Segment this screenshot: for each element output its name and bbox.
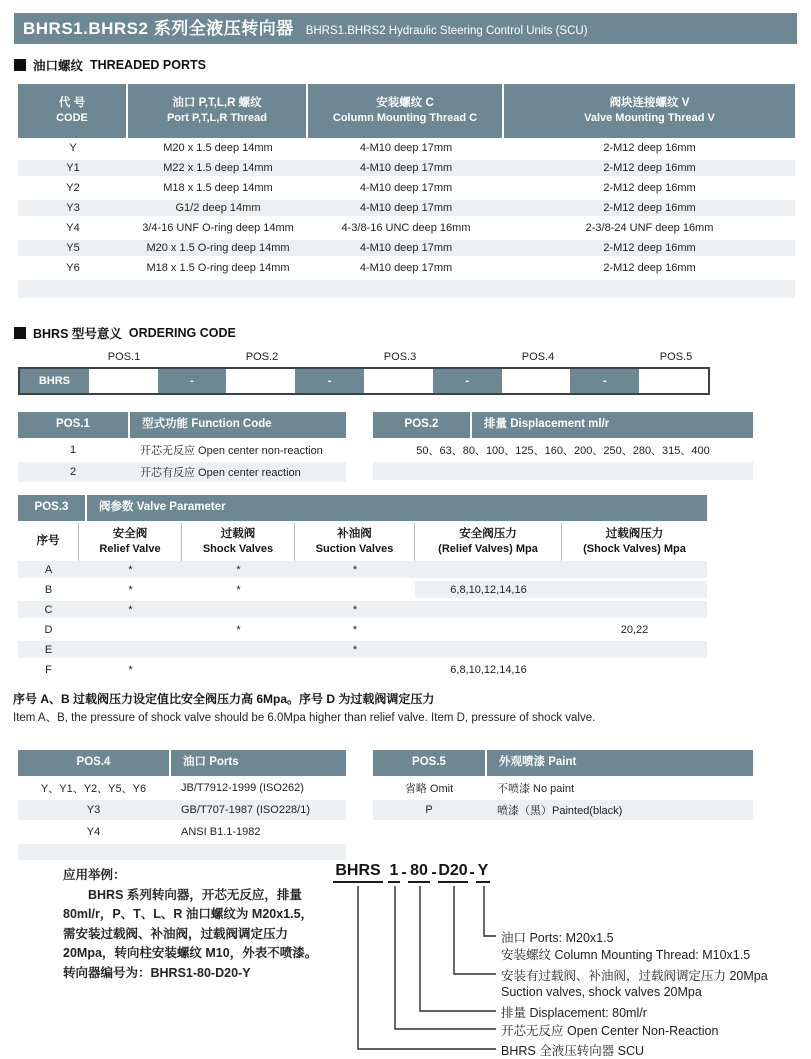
threaded-ports-heading xyxy=(14,56,206,74)
pos2-header xyxy=(373,412,753,438)
pos3-label: POS.3 xyxy=(383,351,417,363)
code-blank-cell xyxy=(502,369,571,393)
code-segment: Y xyxy=(476,862,490,883)
pos4-table xyxy=(18,750,346,862)
table-row: F * 6,8,10,12,14,16 xyxy=(45,663,527,676)
pos1-header-cell: 型式功能 Function Code xyxy=(130,412,346,438)
threaded-ports-heading-en: THREADED PORTS xyxy=(90,58,206,72)
code-dash: - xyxy=(431,864,437,881)
ordering-heading-cn: BHRS 型号意义 xyxy=(33,327,122,341)
table-row: Y M20 x 1.5 deep 14mm 4-M10 deep 17mm 2-M12 deep 16mm xyxy=(69,142,696,154)
column-header: 安装螺纹 C Column Mounting Thread C xyxy=(308,84,502,138)
code-dash: - xyxy=(469,864,475,881)
pos3-table xyxy=(18,495,707,681)
pos5-label: POS.5 xyxy=(659,351,693,363)
example-code xyxy=(333,861,490,883)
diagram-label: 排量 Displacement: 80ml/r xyxy=(501,1006,647,1020)
code-segment: BHRS xyxy=(333,862,383,883)
diagram-label: 安装有过载阀、补油阀，过载阀调定压力 20Mpa xyxy=(501,969,768,983)
section-bullet-icon xyxy=(14,327,26,339)
code-blank-cell xyxy=(364,369,433,393)
table-row: 2 开芯有反应 Open center reaction xyxy=(18,462,346,482)
page-title-en: BHRS1.BHRS2 Hydraulic Steering Control Units (SCU) xyxy=(305,25,588,37)
example-heading: 应用举例： xyxy=(63,868,126,882)
diagram-label: 安装螺纹 Column Mounting Thread: M10x1.5 xyxy=(501,948,751,962)
column-header: 补油阀 Suction Valves xyxy=(295,523,415,561)
code-separator-cell: - xyxy=(433,369,502,393)
threaded-ports-heading-cn: 油口螺纹 xyxy=(33,59,84,73)
table-row: E * xyxy=(18,641,707,658)
pos3-header-cell: 阀参数 Valve Parameter xyxy=(87,495,707,521)
column-header: 安全阀压力 (Relief Valves) Mpa xyxy=(415,523,562,561)
pos2-table xyxy=(373,412,753,482)
pos1-label: POS.1 xyxy=(107,351,141,363)
example-line: 20Mpa，转向柱安装螺纹 M10，外表不喷漆。 xyxy=(63,946,318,960)
code-segment: 1 xyxy=(388,862,400,883)
column-header: 安全阀 Relief Valve xyxy=(79,523,182,561)
pos5-title-cell: POS.5 xyxy=(373,750,485,776)
example-line: 80ml/r，P、T、L、R 油口螺纹为 M20x1.5， xyxy=(63,907,314,921)
ordering-heading-en: ORDERING CODE xyxy=(128,326,236,340)
table-row: Y3 G1/2 deep 14mm 4-M10 deep 17mm 2-M12 deep 16mm xyxy=(18,200,795,216)
diagram-label: Suction valves, shock valves 20Mpa xyxy=(501,985,702,999)
diagram-label: BHRS 全液压转向器 SCU xyxy=(501,1044,645,1058)
table-row: Y4 ANSI B1.1-1982 xyxy=(86,826,261,838)
pos1-title-cell: POS.1 xyxy=(18,412,128,438)
code-prefix-cell: BHRS xyxy=(20,369,89,393)
pos3-note-cn: 序号 A、B 过载阀压力设定值比安全阀压力高 6Mpa。序号 D 为过载阀调定压力 xyxy=(13,692,435,706)
diagram-label: 开芯无反应 Open Center Non-Reaction xyxy=(501,1024,719,1038)
example-line: BHRS 系列转向器，开芯无反应，排量 xyxy=(88,887,302,902)
pos5-header xyxy=(373,750,753,776)
pos3-header xyxy=(18,495,707,521)
column-header: 阀块连接螺纹 V Valve Mounting Thread V xyxy=(504,84,795,138)
table-row: Y、Y1、Y2、Y5、Y6 JB/T7912-1999 (ISO262) xyxy=(40,782,304,795)
example-line: 需安装过载阀、补油阀，过载阀调定压力 xyxy=(63,926,289,941)
table-row xyxy=(373,440,753,460)
code-blank-cell xyxy=(639,369,708,393)
column-header: 代 号 CODE xyxy=(18,84,126,138)
code-separator-cell: - xyxy=(295,369,364,393)
table-row: B * * 6,8,10,12,14,16 xyxy=(18,581,707,598)
table-row: Y4 3/4-16 UNF O-ring deep 14mm 4-3/8-16 UNC deep 16mm 2-3/8-24 UNF deep 16mm xyxy=(66,222,714,234)
table-row: C * * xyxy=(18,601,707,618)
pos2-values: 50、63、80、100、125、160、200、250、280、315、400 xyxy=(416,445,710,457)
code-breakdown-diagram xyxy=(333,861,811,1059)
pos5-table xyxy=(373,750,753,822)
pos3-note-en: Item A、B, the pressure of shock valve should be 6.0Mpa higher than relief valve. Item D, pressure of shock valve. xyxy=(13,712,596,724)
table-row: Y3 GB/T707-1987 (ISO228/1) xyxy=(18,800,346,820)
example-line: 转向器编号为：BHRS1-80-D20-Y xyxy=(63,965,251,980)
code-dash: - xyxy=(401,864,407,881)
pos5-header-cell: 外观喷漆 Paint xyxy=(487,750,753,776)
table-row: Y6 M18 x 1.5 O-ring deep 14mm 4-M10 deep 17mm 2-M12 deep 16mm xyxy=(66,262,696,274)
code-segment: D20 xyxy=(438,862,468,883)
page-title-bar xyxy=(14,13,797,44)
empty-row xyxy=(373,462,753,480)
section-bullet-icon xyxy=(14,59,26,71)
pos3-title-cell: POS.3 xyxy=(18,495,85,521)
column-header: 过载阀 Shock Valves xyxy=(182,523,295,561)
table-row: 省略 Omit 不喷漆 No paint xyxy=(404,783,575,795)
code-separator-cell: - xyxy=(570,369,639,393)
pos4-header xyxy=(18,750,346,776)
pos2-header-cell: 排量 Displacement ml/r xyxy=(472,412,753,438)
pos1-header xyxy=(18,412,346,438)
pos1-table xyxy=(18,412,346,484)
empty-row xyxy=(18,280,795,298)
table-row: D * * 20,22 xyxy=(44,623,649,636)
empty-row xyxy=(18,844,346,860)
threaded-ports-table-header xyxy=(18,84,795,138)
code-blank-cell xyxy=(89,369,158,393)
column-header: 过载阀压力 (Shock Valves) Mpa xyxy=(583,527,686,556)
diagram-label: 油口 Ports: M20x1.5 xyxy=(501,931,614,945)
page-title-cn: BHRS1.BHRS2 系列全液压转向器 xyxy=(23,19,294,38)
table-row: 1 开芯无反应 Open center non-reaction xyxy=(69,444,323,457)
table-row: P 喷漆（黑）Painted(black) xyxy=(373,800,753,820)
pos-labels-row xyxy=(18,351,710,365)
pos4-label: POS.4 xyxy=(521,351,555,363)
ordering-code-heading xyxy=(14,324,236,342)
ordering-code-bar xyxy=(18,367,710,395)
pos4-title-cell: POS.4 xyxy=(18,750,169,776)
application-example xyxy=(63,866,355,983)
threaded-ports-table xyxy=(18,84,795,298)
code-blank-cell xyxy=(226,369,295,393)
column-header: 序号 xyxy=(18,523,79,561)
pos3-column-headers xyxy=(18,523,707,561)
code-segment: 80 xyxy=(408,862,430,883)
table-row: A * * * xyxy=(18,561,707,578)
column-header: 油口 P,T,L,R 螺纹 Port P,T,L,R Thread xyxy=(128,84,306,138)
table-row: Y1 M22 x 1.5 deep 14mm 4-M10 deep 17mm 2-M12 deep 16mm xyxy=(18,160,795,176)
table-row: Y2 M18 x 1.5 deep 14mm 4-M10 deep 17mm 2-M12 deep 16mm xyxy=(66,182,696,194)
code-separator-cell: - xyxy=(158,369,227,393)
pos2-title-cell: POS.2 xyxy=(373,412,470,438)
table-row: Y5 M20 x 1.5 O-ring deep 14mm 4-M10 deep 17mm 2-M12 deep 16mm xyxy=(18,240,795,256)
pos4-header-cell: 油口 Ports xyxy=(171,750,346,776)
pos2-label: POS.2 xyxy=(245,351,279,363)
